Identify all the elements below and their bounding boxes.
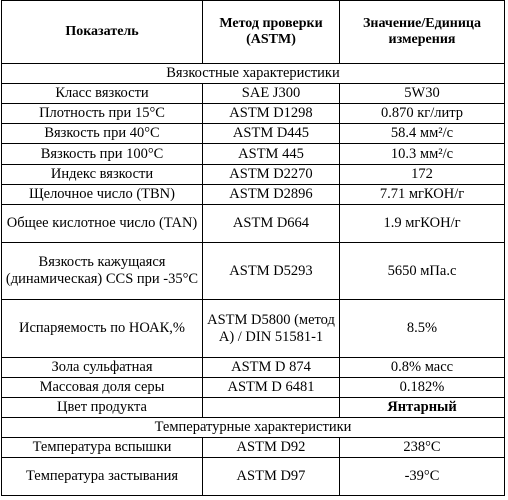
row-name: Испаряемость по НОАК,%	[2, 300, 203, 358]
table-row	[2, 358, 505, 378]
row-method: SAE J300	[203, 84, 340, 104]
row-value: 7.71 мгКОН/г	[340, 185, 505, 205]
table-row	[2, 458, 505, 496]
row-name: Температура застывания	[2, 458, 203, 496]
table-header-row	[2, 1, 505, 64]
table-row	[2, 144, 505, 165]
row-name: Щелочное число (TBN)	[2, 185, 203, 205]
row-value: 58.4 мм²/с	[340, 124, 505, 144]
row-name: Класс вязкости	[2, 84, 203, 104]
row-name: Вязкость при 100°C	[2, 144, 203, 165]
row-method: ASTM D445	[203, 124, 340, 144]
row-name: Плотность при 15°C	[2, 104, 203, 124]
oil-spec-table	[1, 0, 505, 496]
row-value: 0.182%	[340, 378, 505, 398]
row-method: ASTM D5800 (метод А) / DIN 51581-1	[203, 300, 340, 358]
table-row	[2, 243, 505, 300]
row-method	[203, 398, 340, 418]
row-name: Индекс вязкости	[2, 165, 203, 185]
section-title: Вязкостные характеристики	[2, 64, 505, 84]
table-row	[2, 205, 505, 243]
row-method: ASTM 445	[203, 144, 340, 165]
row-value: 5W30	[340, 84, 505, 104]
table-row	[2, 104, 505, 124]
section-row-viscosity	[2, 64, 505, 84]
row-method: ASTM D 874	[203, 358, 340, 378]
table-row	[2, 185, 505, 205]
section-row-temperature	[2, 418, 505, 438]
row-name: Массовая доля серы	[2, 378, 203, 398]
table-row	[2, 165, 505, 185]
table-row	[2, 84, 505, 104]
row-name: Зола сульфатная	[2, 358, 203, 378]
table-row	[2, 398, 505, 418]
table-row	[2, 300, 505, 358]
table-row	[2, 378, 505, 398]
row-value: -39°C	[340, 458, 505, 496]
row-value: 10.3 мм²/с	[340, 144, 505, 165]
section-title: Температурные характеристики	[2, 418, 505, 438]
row-method: ASTM D97	[203, 458, 340, 496]
row-name: Вязкость кажущаяся (динамическая) CCS при -35°C	[2, 243, 203, 300]
table-row	[2, 124, 505, 144]
row-value: 0.870 кг/литр	[340, 104, 505, 124]
header-indicator: Показатель	[2, 1, 203, 64]
row-method: ASTM D2896	[203, 185, 340, 205]
row-method: ASTM D92	[203, 438, 340, 458]
row-method: ASTM D2270	[203, 165, 340, 185]
row-method: ASTM D664	[203, 205, 340, 243]
table-row	[2, 438, 505, 458]
row-method: ASTM D 6481	[203, 378, 340, 398]
row-method: ASTM D1298	[203, 104, 340, 124]
row-value: 238°C	[340, 438, 505, 458]
row-value: Янтарный	[340, 398, 505, 418]
row-value: 1.9 мгКОН/г	[340, 205, 505, 243]
row-name: Цвет продукта	[2, 398, 203, 418]
row-name: Температура вспышки	[2, 438, 203, 458]
row-value: 8.5%	[340, 300, 505, 358]
header-method: Метод проверки (ASTM)	[203, 1, 340, 64]
row-name: Вязкость при 40°C	[2, 124, 203, 144]
header-value-unit: Значение/Единица измерения	[340, 1, 505, 64]
spec-table-wrapper	[1, 0, 505, 496]
row-value: 5650 мПа.с	[340, 243, 505, 300]
row-name: Общее кислотное число (TAN)	[2, 205, 203, 243]
row-method: ASTM D5293	[203, 243, 340, 300]
row-value: 172	[340, 165, 505, 185]
row-value: 0.8% масс	[340, 358, 505, 378]
